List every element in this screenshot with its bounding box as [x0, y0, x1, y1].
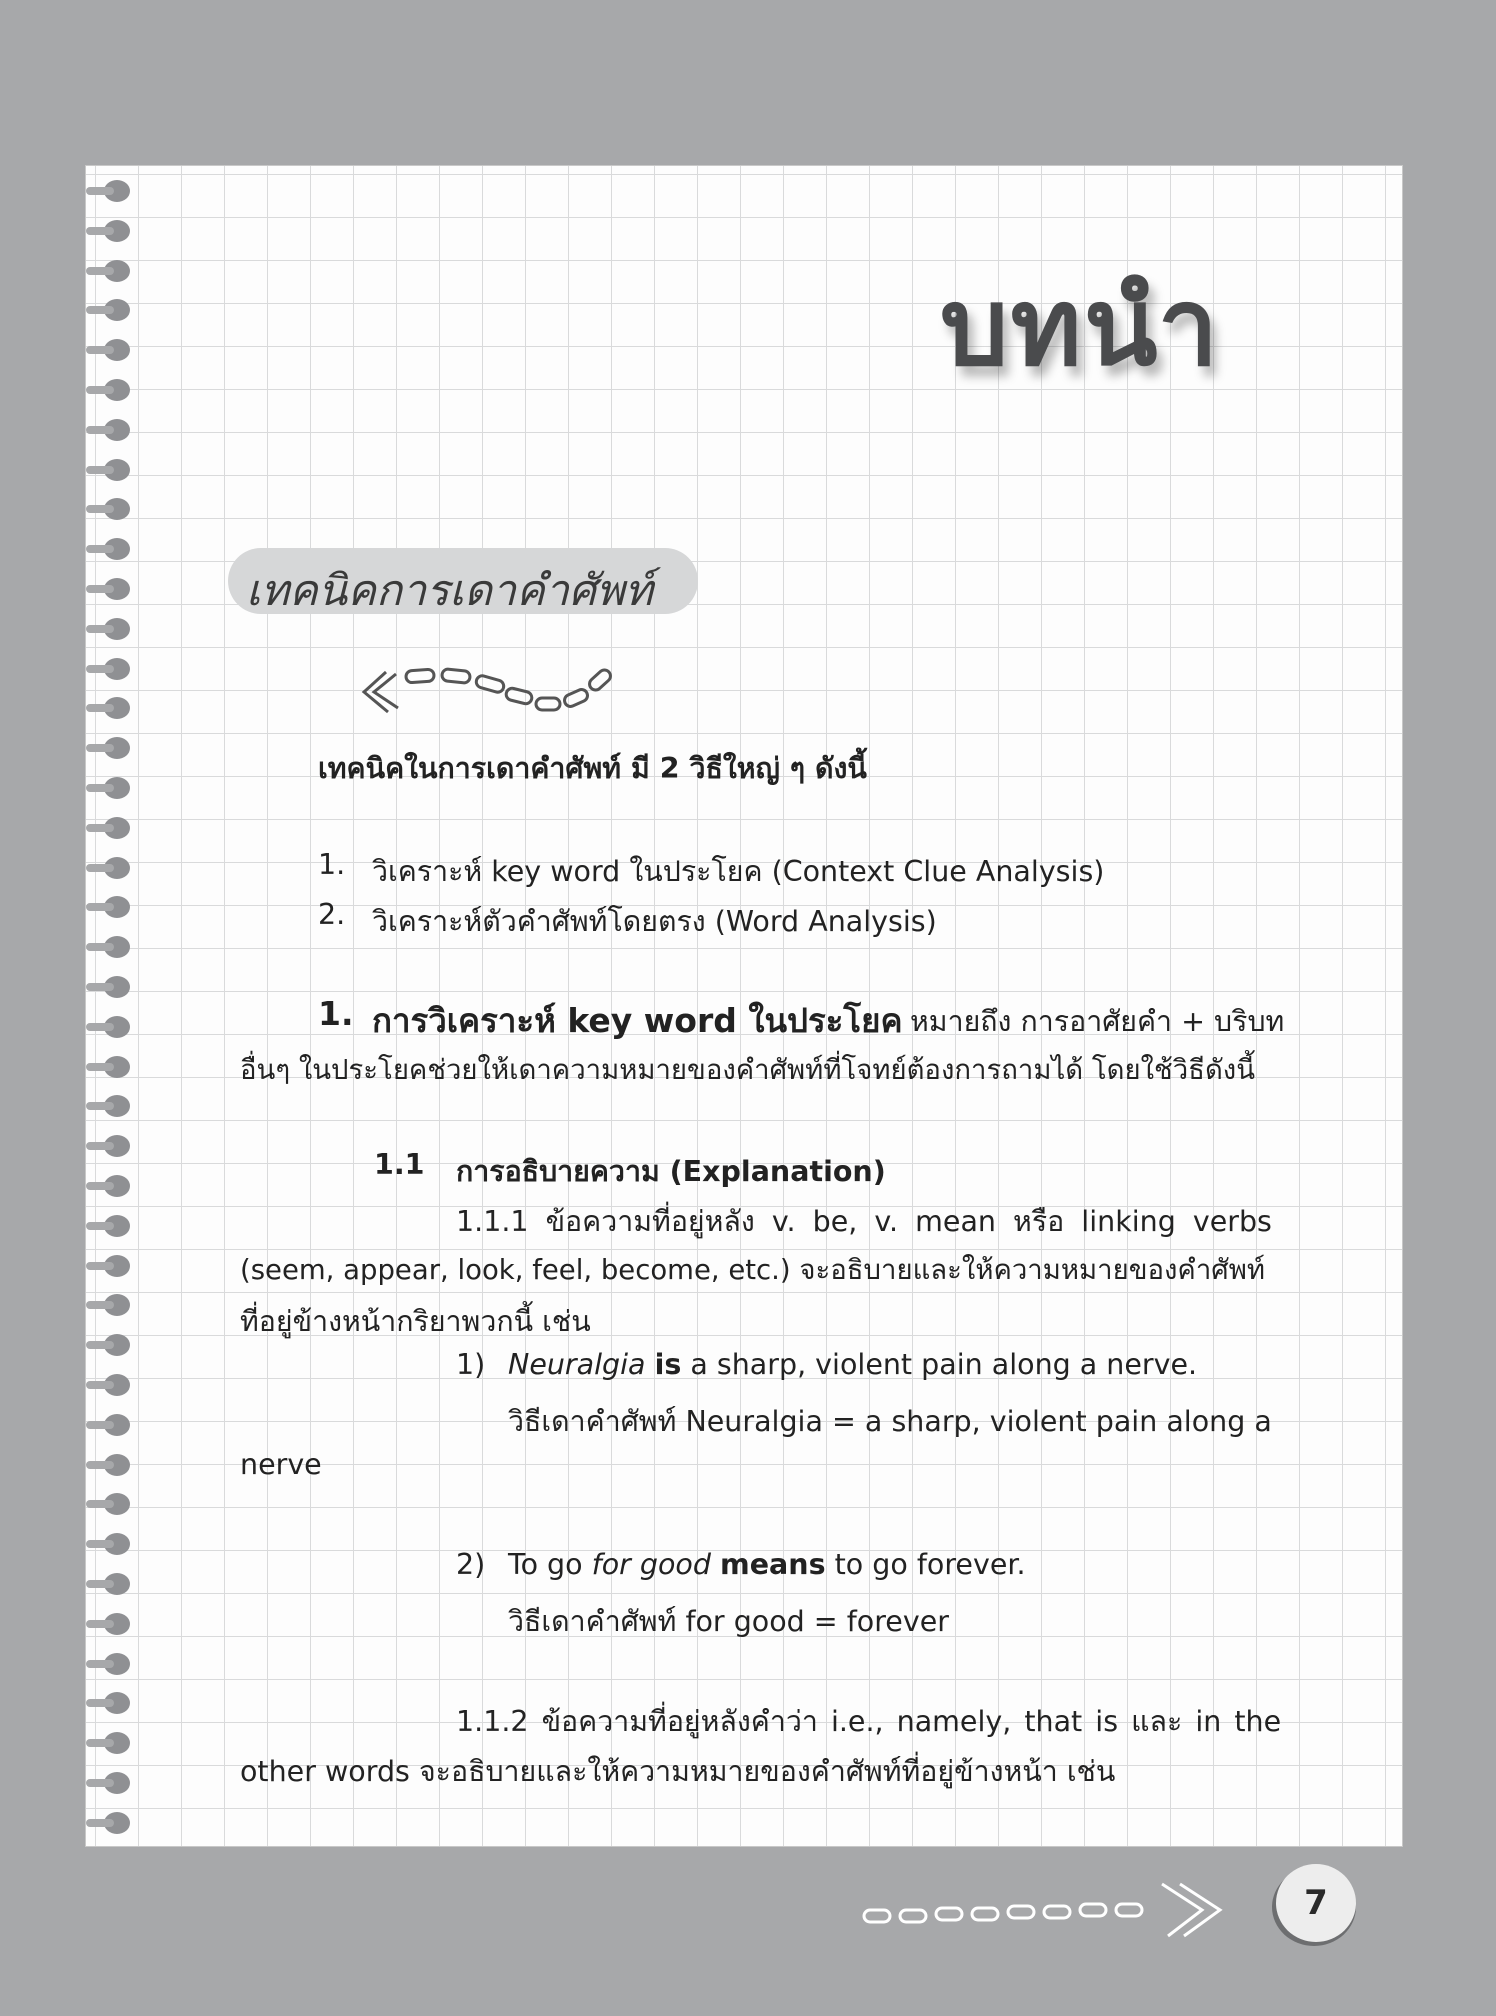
binding-ring	[86, 1732, 130, 1754]
binding-ring	[86, 936, 130, 958]
binding-ring	[86, 1215, 130, 1237]
binding-ring	[86, 658, 130, 680]
binding-ring	[86, 976, 130, 998]
squiggle-arrow-icon	[356, 652, 636, 732]
para-1-1-2-lead: 1.1.2 ข้อความที่อยู่หลังคำว่า i.e., namely, that is และ in the	[456, 1705, 1282, 1738]
binding-ring	[86, 1812, 130, 1834]
binding-ring	[86, 1294, 130, 1316]
subsection-1-1-number: 1.1	[374, 1148, 425, 1181]
binding-ring	[86, 1573, 130, 1595]
binding-ring	[86, 578, 130, 600]
example-1-word: Neuralgia	[508, 1348, 646, 1381]
example-2-sentence	[508, 1548, 1026, 1581]
binding-ring	[86, 260, 130, 282]
example-1-sentence	[508, 1348, 1197, 1381]
example-1-verb: is	[654, 1348, 682, 1381]
binding-ring	[86, 419, 130, 441]
point-1-desc-cont: อื่นๆ ในประโยคช่วยให้เดาความหมายของคำศัพท์ที่โจทย์ต้องการถามได้ โดยใช้วิธีดังนี้	[240, 1054, 1256, 1086]
para-1-1-1-line3: ที่อยู่ข้างหน้ากริยาพวกนี้ เช่น	[240, 1305, 591, 1338]
dashed-arrow-icon	[862, 1874, 1234, 1940]
binding-ring	[86, 498, 130, 520]
example-2-rest: to go forever.	[834, 1548, 1026, 1581]
method-1-text: วิเคราะห์ key word ในประโยค (Context Clue Analysis)	[372, 855, 1105, 888]
binding-ring	[86, 618, 130, 640]
section-label: เทคนิคการเดาคำศัพท์	[246, 566, 653, 616]
point-1-number: 1.	[318, 994, 354, 1033]
binding-ring	[86, 1613, 130, 1635]
example-2-pre: To go	[508, 1548, 583, 1581]
binding-ring	[86, 1334, 130, 1356]
point-1-desc: หมายถึง การอาศัยคำ + บริบท	[910, 1005, 1285, 1038]
binding-ring	[86, 1414, 130, 1436]
binding-ring	[86, 817, 130, 839]
binding-ring	[86, 1056, 130, 1078]
binding-ring	[86, 1374, 130, 1396]
binding-ring	[86, 1095, 130, 1117]
binding-ring	[86, 857, 130, 879]
example-1-guess: วิธีเดาคำศัพท์ Neuralgia = a sharp, violent pain along a	[508, 1405, 1272, 1438]
binding-ring	[86, 697, 130, 719]
spiral-binding	[86, 166, 146, 1846]
example-2-verb: means	[720, 1548, 826, 1581]
binding-ring	[86, 299, 130, 321]
binding-ring	[86, 220, 130, 242]
para-1-1-1-line2: (seem, appear, look, feel, become, etc.) จะอธิบายและให้ความหมายของคำศัพท์	[240, 1254, 1265, 1286]
method-1-number: 1.	[318, 848, 346, 881]
intro-text: เทคนิคในการเดาคำศัพท์ มี 2 วิธีใหญ่ ๆ ดังนี้	[318, 752, 867, 785]
binding-ring	[86, 1692, 130, 1714]
binding-ring	[86, 1175, 130, 1197]
page-title: บทนำ	[940, 265, 1221, 390]
binding-ring	[86, 1533, 130, 1555]
binding-ring	[86, 459, 130, 481]
example-1-number: 1)	[456, 1348, 486, 1381]
binding-ring	[86, 538, 130, 560]
example-2-word: for good	[591, 1548, 711, 1581]
method-2-text: วิเคราะห์ตัวคำศัพท์โดยตรง (Word Analysis)	[372, 905, 937, 938]
binding-ring	[86, 1653, 130, 1675]
binding-ring	[86, 1016, 130, 1038]
example-2-number: 2)	[456, 1548, 486, 1581]
para-1-1-2-line2: other words จะอธิบายและให้ความหมายของคำศัพท์ที่อยู่ข้างหน้า เช่น	[240, 1755, 1116, 1788]
example-1-rest: a sharp, violent pain along a nerve.	[690, 1348, 1198, 1381]
para-1-1-1-lead: 1.1.1 ข้อความที่อยู่หลัง v. be, v. mean หรือ linking verbs	[456, 1205, 1272, 1238]
method-2-number: 2.	[318, 898, 346, 931]
binding-ring	[86, 180, 130, 202]
point-1-heading: การวิเคราะห์ key word ในประโยค	[372, 1001, 903, 1040]
binding-ring	[86, 1493, 130, 1515]
binding-ring	[86, 1772, 130, 1794]
subsection-1-1-title: การอธิบายความ (Explanation)	[456, 1155, 886, 1188]
page-number: 7	[1276, 1864, 1356, 1942]
binding-ring	[86, 896, 130, 918]
binding-ring	[86, 777, 130, 799]
binding-ring	[86, 1255, 130, 1277]
example-2-guess: วิธีเดาคำศัพท์ for good = forever	[508, 1605, 949, 1638]
binding-ring	[86, 379, 130, 401]
binding-ring	[86, 339, 130, 361]
binding-ring	[86, 737, 130, 759]
example-1-guess-cont: nerve	[240, 1448, 322, 1481]
binding-ring	[86, 1135, 130, 1157]
binding-ring	[86, 1454, 130, 1476]
